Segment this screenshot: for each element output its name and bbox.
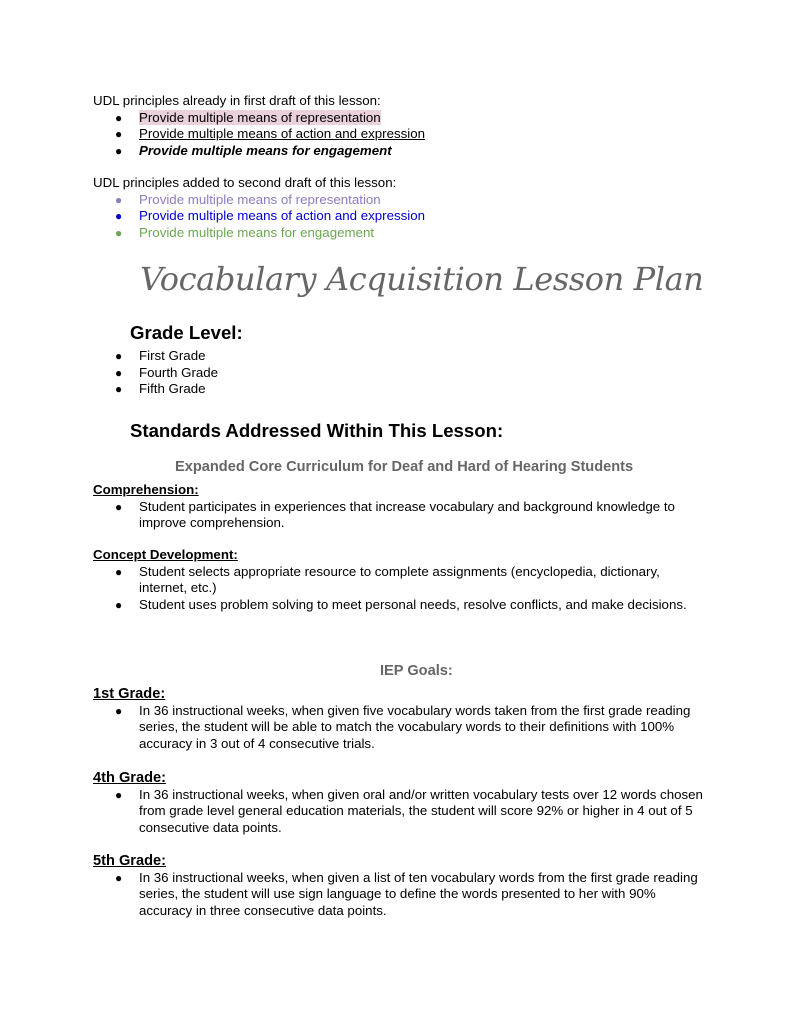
list-item — [93, 703, 703, 753]
bullet-icon: ● — [115, 110, 123, 125]
concept-item: Student uses problem solving to meet personal needs, resolve conflicts, and make decisions. — [139, 596, 687, 612]
list-item — [93, 110, 733, 127]
udl-second-item-engagement: Provide multiple means for engagement — [139, 224, 375, 240]
iep-fifth-grade-section — [93, 853, 703, 919]
udl-first-list — [93, 110, 733, 160]
comprehension-list — [93, 499, 703, 532]
concept-development-label: Concept Development: — [93, 547, 238, 562]
concept-item: Student selects appropriate resource to complete assignments (encyclopedia, dictionary, internet, etc.) — [139, 563, 660, 595]
udl-second-draft-section — [93, 175, 733, 241]
bullet-icon: ● — [115, 365, 123, 380]
iep-goal-text: In 36 instructional weeks, when given five vocabulary words taken from the first grade reading series, the student will be able to match the vocabulary words to their definitions with 100% accuracy in 3 out of 4 consecutive trials. — [139, 702, 691, 751]
iep-goal-list — [93, 870, 703, 920]
iep-first-grade-section — [93, 686, 703, 752]
udl-second-heading: UDL principles added to second draft of this lesson: — [93, 175, 397, 190]
udl-second-list — [93, 192, 733, 242]
standards-heading: Standards Addressed Within This Lesson: — [130, 420, 504, 441]
udl-first-draft-section — [93, 93, 733, 159]
list-item — [93, 365, 733, 382]
bullet-icon: ● — [115, 499, 123, 514]
bullet-icon: ● — [115, 597, 123, 612]
bullet-icon: ● — [115, 127, 123, 141]
grade-item: Fifth Grade — [139, 381, 206, 396]
comprehension-section — [93, 482, 703, 532]
iep-goal-list — [93, 703, 703, 753]
udl-first-item-representation: Provide multiple means of representation — [139, 109, 381, 125]
list-item — [93, 787, 703, 837]
list-item — [93, 870, 703, 920]
udl-second-item-action: Provide multiple means of action and expression — [139, 208, 426, 223]
grade-level-heading: Grade Level: — [130, 322, 243, 343]
iep-goal-list — [93, 787, 703, 837]
list-item — [93, 143, 733, 160]
udl-first-item-action: Provide multiple means of action and expression — [139, 126, 426, 141]
list-item — [93, 381, 733, 398]
list-item — [93, 126, 733, 143]
grade-level-list — [93, 348, 733, 398]
bullet-icon: ● — [115, 225, 123, 240]
iep-fourth-grade-section — [93, 770, 703, 836]
bullet-icon: ● — [115, 703, 123, 718]
list-item — [93, 499, 703, 532]
udl-first-heading: UDL principles already in first draft of this lesson: — [93, 93, 381, 108]
iep-grade-label: 1st Grade: — [93, 686, 166, 702]
concept-development-section — [93, 547, 703, 613]
list-item — [93, 597, 703, 614]
list-item — [93, 348, 733, 365]
list-item — [93, 225, 733, 242]
bullet-icon: ● — [115, 870, 123, 885]
iep-grade-label: 4th Grade: — [93, 770, 166, 786]
iep-goal-text: In 36 instructional weeks, when given a list of ten vocabulary words from the first grade reading series, the student will use sign language to define the words presented to her with 90% accuracy in three consecutive data points. — [139, 869, 698, 918]
bullet-icon: ● — [115, 564, 123, 579]
list-item — [93, 564, 703, 597]
grade-item: First Grade — [139, 348, 206, 363]
bullet-icon: ● — [115, 349, 123, 363]
bullet-icon: ● — [115, 209, 123, 223]
iep-goals-heading: IEP Goals: — [380, 663, 453, 679]
bullet-icon: ● — [115, 787, 123, 802]
comprehension-label: Comprehension: — [93, 482, 199, 497]
document-title: Vocabulary Acquisition Lesson Plan — [140, 260, 704, 298]
iep-goal-text: In 36 instructional weeks, when given oral and/or written vocabulary tests over 12 words chosen from grade level general education materials, the student will score 92% or higher in 4 out of 5 consecutive data points. — [139, 786, 703, 835]
concept-development-list — [93, 564, 703, 614]
bullet-icon: ● — [115, 143, 123, 158]
udl-first-item-engagement: Provide multiple means for engagement — [139, 142, 392, 158]
comprehension-item: Student participates in experiences that increase vocabulary and background knowledge to improve comprehension. — [139, 498, 675, 530]
grade-level-section — [93, 348, 733, 398]
iep-grade-label: 5th Grade: — [93, 853, 166, 869]
list-item — [93, 208, 733, 225]
grade-item: Fourth Grade — [139, 364, 219, 380]
standards-subheading: Expanded Core Curriculum for Deaf and Hard of Hearing Students — [175, 459, 634, 475]
bullet-icon: ● — [115, 382, 123, 396]
bullet-icon: ● — [115, 192, 123, 207]
udl-second-item-representation: Provide multiple means of representation — [139, 191, 381, 207]
list-item — [93, 192, 733, 209]
